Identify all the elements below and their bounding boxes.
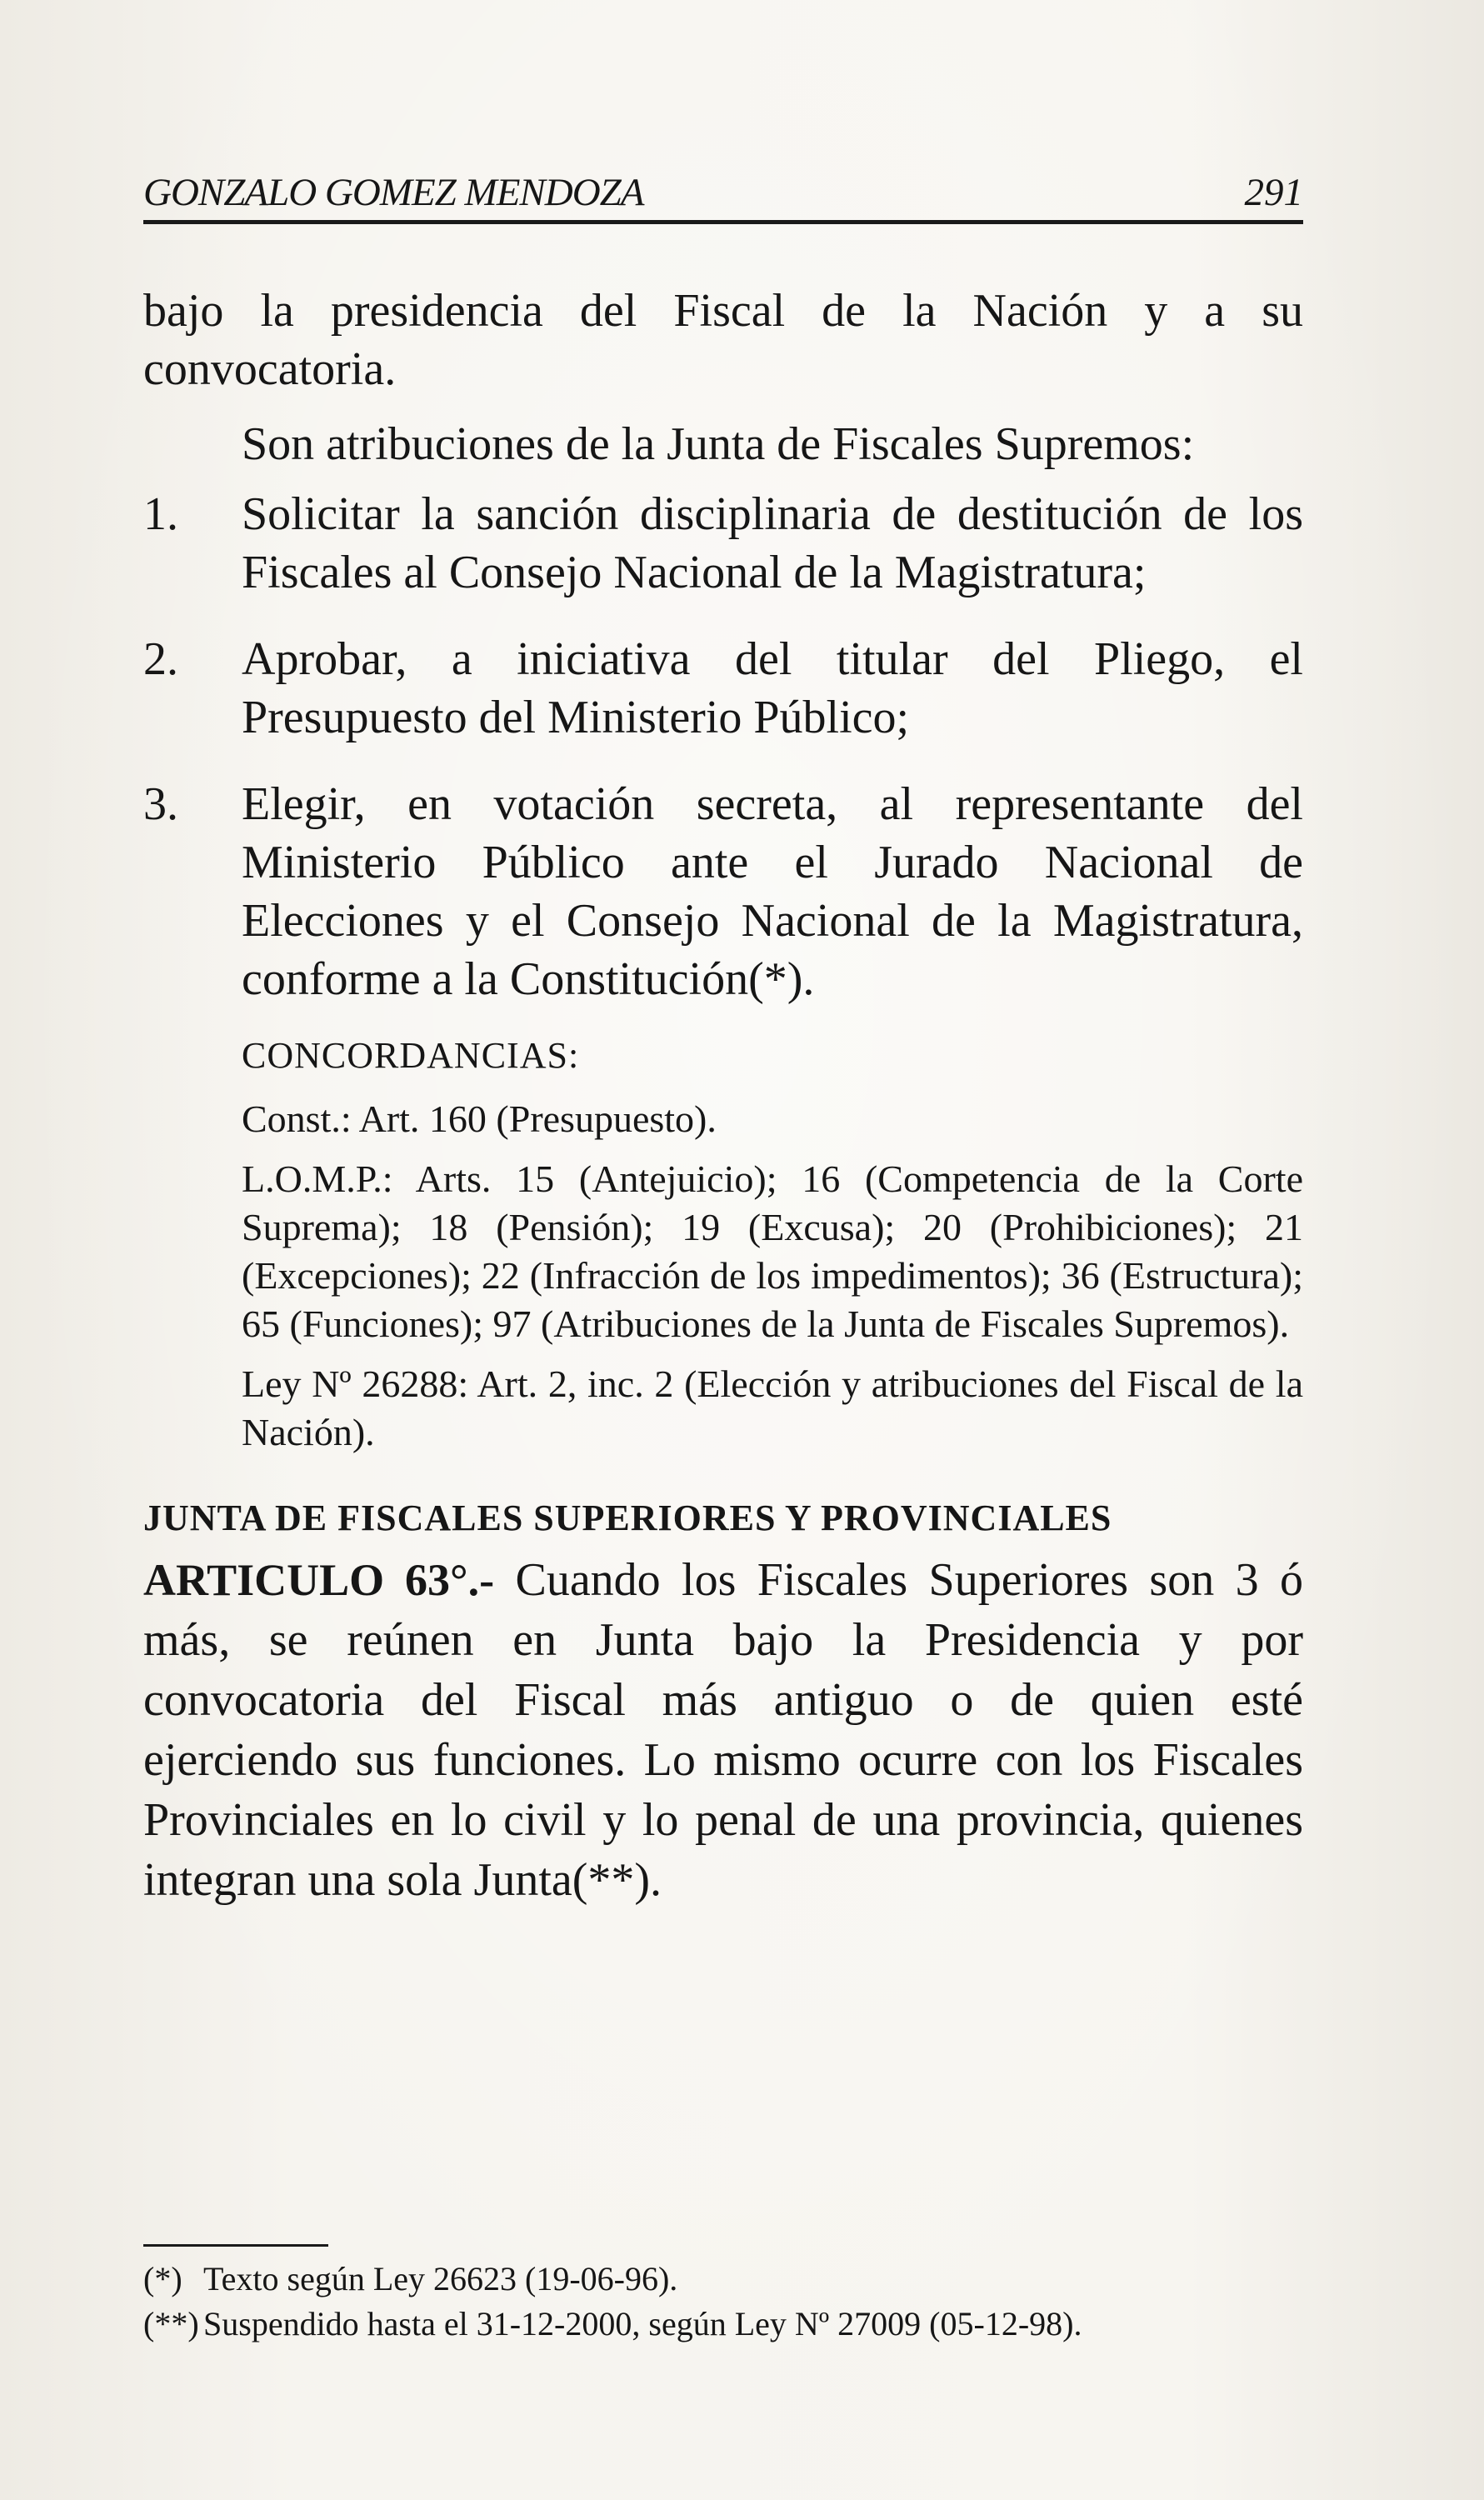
list-item-text: Elegir, en votación secreta, al representante del Ministerio Público ante el Jurado Nacional de Elecciones y el Consejo Nacional de la Magistratura, conforme a la Constitución(*).: [242, 778, 1303, 1005]
header-author: GONZALO GOMEZ MENDOZA: [143, 171, 644, 214]
concordancias-title: CONCORDANCIAS:: [242, 1035, 580, 1076]
list-item: [143, 630, 1303, 747]
list-item-number: 1.: [143, 488, 178, 540]
article-text: Cuando los Fiscales Superiores son 3 ó más, se reúnen en Junta bajo la Presidencia y por convocatoria del Fiscal más antiguo o de quien esté ejerciendo sus funciones. Lo mismo ocurre con los Fiscales Provinciales en lo civil y lo penal de una provincia, quienes integran una sola Junta(**).: [143, 1554, 1303, 1906]
list-item: [143, 775, 1303, 1008]
list-item-text: Solicitar la sanción disciplinaria de destitución de los Fiscales al Consejo Nacional de la Magistratura;: [242, 488, 1303, 598]
list-item-number: 2.: [143, 633, 178, 685]
footnotes: [143, 2257, 1327, 2347]
concordancia-entry: L.O.M.P.: Arts. 15 (Antejuicio); 16 (Competencia de la Corte Suprema); 18 (Pensión); 19 (Excusa); 20 (Prohibiciones); 21 (Excepciones); 22 (Infracción de los impedimentos); 36 (Estructura); 65 (Funciones); 97 (Atribuciones de la Junta de Fiscales Supremos).: [242, 1158, 1303, 1345]
main-text: [143, 282, 1303, 1910]
footnote-divider: [143, 2244, 328, 2247]
article-paragraph: [143, 1550, 1303, 1910]
continuation-paragraph: bajo la presidencia del Fiscal de la Nación y a su convocatoria.: [143, 285, 1303, 395]
page-number: 291: [1244, 171, 1303, 214]
section-heading: JUNTA DE FISCALES SUPERIORES Y PROVINCIALES: [143, 1498, 1112, 1538]
footnote: [143, 2257, 1327, 2302]
attributions-list: [143, 485, 1303, 1008]
list-item: [143, 485, 1303, 602]
footnote-text: Suspendido hasta el 31-12-2000, según Ley Nº 27009 (05-12-98).: [203, 2305, 1082, 2342]
concordancia-entry: Const.: Art. 160 (Presupuesto).: [242, 1098, 717, 1140]
concordancia-entry: Ley Nº 26288: Art. 2, inc. 2 (Elección y atribuciones del Fiscal de la Nación).: [242, 1362, 1303, 1453]
running-header: [143, 157, 1303, 224]
article-label: ARTICULO 63°.-: [143, 1555, 495, 1605]
intro-paragraph: Son atribuciones de la Junta de Fiscales Supremos:: [242, 418, 1195, 470]
list-item-number: 3.: [143, 778, 178, 830]
footnote: [143, 2302, 1327, 2347]
list-item-text: Aprobar, a iniciativa del titular del Pliego, el Presupuesto del Ministerio Público;: [242, 633, 1303, 743]
concordancias-block: [242, 1032, 1303, 1457]
footnote-mark: (*): [143, 2260, 182, 2298]
footnote-mark: (**): [143, 2305, 199, 2342]
footnote-text: Texto según Ley 26623 (19-06-96).: [203, 2260, 678, 2298]
